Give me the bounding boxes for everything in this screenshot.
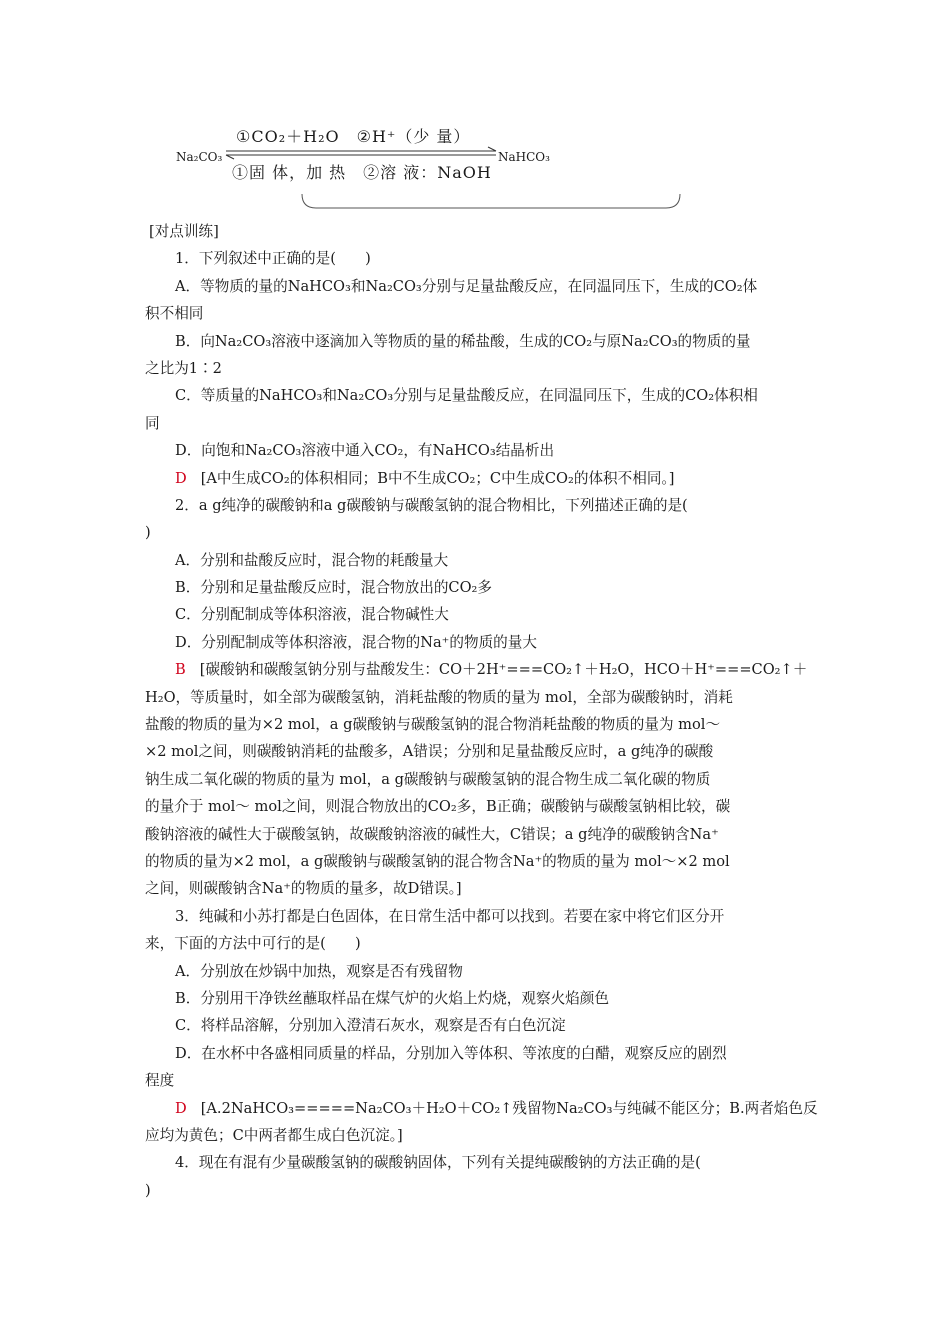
q2-option-a: A．分别和盐酸反应时，混合物的耗酸量大: [175, 551, 449, 569]
section-heading: [对点训练]: [149, 223, 219, 240]
q1-option-a-cont: 积不相同: [145, 305, 204, 323]
q1-answer-line: [145, 465, 807, 492]
q1-explanation: [A中生成CO₂的体积相同；B中不生成CO₂；C中生成CO₂的体积不相同。]: [200, 469, 675, 487]
q2-explanation-line-2: H₂O，等质量时，如全部为碳酸氢钠，消耗盐酸的物质的量为 mol，全部为碳酸钠时，消耗: [145, 688, 733, 706]
q2-option-c: C．分别配制成等体积溶液，混合物碱性大: [175, 606, 449, 624]
q2-explanation-line-4: ×2 mol之间，则碳酸钠消耗的盐酸多，A错误；分别和足量盐酸反应时，a g纯净的碳酸: [145, 743, 714, 761]
diagram-reverse-condition: ①固 体，加 热 ②溶 液：NaOH: [232, 163, 492, 182]
q2-explanation-line-7: 酸钠溶液的碱性大于碳酸氢钠，故碳酸钠溶液的碱性大，C错误；a g纯净的碳酸钠含Na⁺: [145, 825, 719, 843]
q3-option-a: A．分别放在炒锅中加热，观察是否有残留物: [175, 962, 463, 980]
q2-answer: B: [175, 661, 186, 679]
diagram-left-formula: Na₂CO₃: [176, 150, 223, 164]
q1-option-b: B．向Na₂CO₃溶液中逐滴加入等物质的量的稀盐酸，生成的CO₂与原Na₂CO₃的物质的量: [175, 332, 751, 350]
q2-explanation-line-3: 盐酸的物质的量为×2 mol，a g碳酸钠与碳酸氢钠的混合物消耗盐酸的物质的量为 mol～: [145, 716, 721, 734]
diagram-forward-condition: ①CO₂＋H₂O ②H⁺（少 量）: [236, 127, 471, 146]
q3-answer-line: [145, 1095, 818, 1122]
q2-answer-line: [145, 656, 807, 683]
q3-option-c: C．将样品溶解，分别加入澄清石灰水，观察是否有白色沉淀: [175, 1017, 566, 1035]
q2-explanation-line-9: 之间，则碳酸钠含Na⁺的物质的量多，故D错误。]: [145, 880, 462, 898]
q1-option-a: A．等物质的量的NaHCO₃和Na₂CO₃分别与足量盐酸反应，在同温同压下，生成的CO₂体: [175, 277, 758, 295]
q2-explanation-line-8: 的物质的量为×2 mol，a g碳酸钠与碳酸氢钠的混合物含Na⁺的物质的量为 mol～×2 mol: [145, 852, 730, 870]
conversion-diagram: [176, 118, 696, 214]
q3-explanation-line-2: 应均为黄色；C中两者都生成白色沉淀。]: [145, 1126, 403, 1144]
q3-option-d-cont: 程度: [145, 1072, 175, 1090]
q3-explanation-line-1: [A.2NaHCO₃=====Na₂CO₃＋H₂O＋CO₂↑残留物Na₂CO₃与纯碱不能区分；B.两者焰色反: [200, 1099, 818, 1117]
question-4-stem-cont: ): [145, 1181, 151, 1199]
q1-option-b-cont: 之比为1∶2: [145, 359, 222, 377]
question-3-stem: 3．纯碱和小苏打都是白色固体，在日常生活中都可以找到。若要在家中将它们区分开: [175, 907, 725, 925]
document-body: [145, 218, 818, 1204]
question-1-stem: 1．下列叙述中正确的是( ): [175, 250, 371, 268]
q2-option-d: D．分别配制成等体积溶液，混合物的Na⁺的物质的量大: [175, 633, 537, 651]
diagram-right-formula: NaHCO₃: [498, 150, 550, 164]
q2-explanation-line-5: 钠生成二氧化碳的物质的量为 mol，a g碳酸钠与碳酸氢钠的混合物生成二氧化碳的物质: [145, 770, 711, 788]
question-4-stem: 4．现在有混有少量碳酸氢钠的碳酸钠固体，下列有关提纯碳酸钠的方法正确的是(: [175, 1154, 701, 1172]
q3-option-b: B．分别用干净铁丝蘸取样品在煤气炉的火焰上灼烧，观察火焰颜色: [175, 989, 609, 1007]
question-2-stem-cont: ): [145, 524, 151, 542]
question-3-stem-cont: 来，下面的方法中可行的是( ): [145, 935, 361, 953]
q1-option-c-cont: 同: [145, 414, 160, 432]
q2-explanation-line-6: 的量介于 mol～ mol之间，则混合物放出的CO₂多，B正确；碳酸钠与碳酸氢钠相比较，碳: [145, 798, 731, 816]
q3-answer: D: [175, 1099, 187, 1117]
q2-explanation-line-1: [碳酸钠和碳酸氢钠分别与盐酸发生：CO＋2H⁺===CO₂↑＋H₂O，HCO＋H⁺===CO₂↑＋: [199, 661, 808, 679]
question-2-stem: 2．a g纯净的碳酸钠和a g碳酸钠与碳酸氢钠的混合物相比，下列描述正确的是(: [175, 496, 688, 514]
q1-option-d: D．向饱和Na₂CO₃溶液中通入CO₂，有NaHCO₃结晶析出: [175, 442, 555, 460]
q2-option-b: B．分别和足量盐酸反应时，混合物放出的CO₂多: [175, 579, 492, 597]
q1-answer: D: [175, 469, 187, 487]
q3-option-d: D．在水杯中各盛相同质量的样品，分别加入等体积、等浓度的白醋，观察反应的剧烈: [175, 1044, 727, 1062]
q1-option-c: C．等质量的NaHCO₃和Na₂CO₃分别与足量盐酸反应，在同温同压下，生成的CO₂体积相: [175, 387, 758, 405]
